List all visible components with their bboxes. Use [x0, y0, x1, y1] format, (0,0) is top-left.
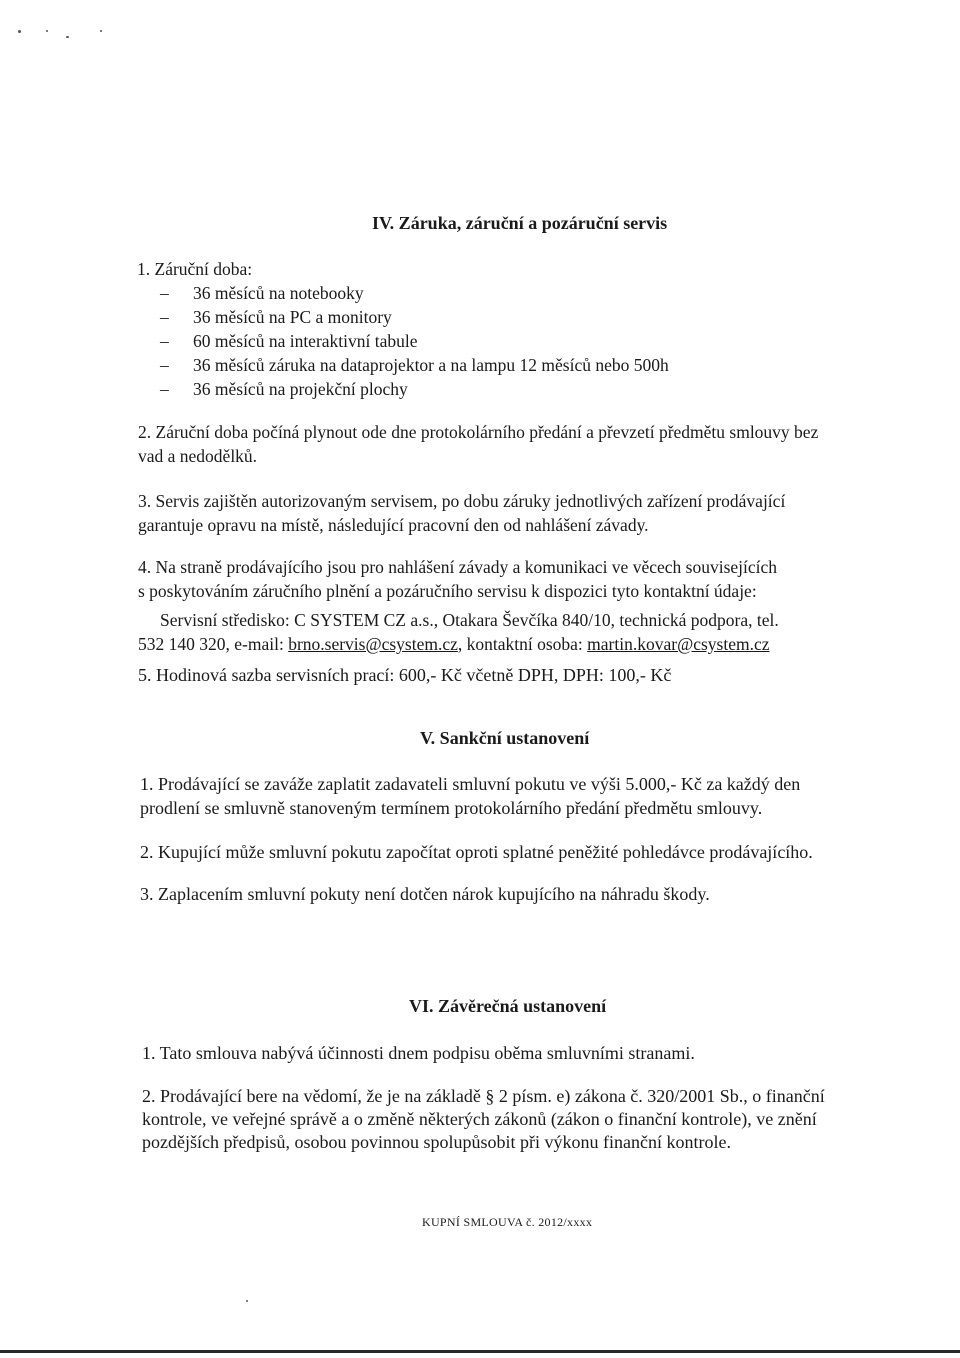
contact-line — [138, 632, 769, 656]
section-heading-final-provisions: VI. Závěrečná ustanovení — [409, 996, 607, 1016]
paragraph-line: 2. Kupující může smluvní pokutu započítat oproti splatné peněžité pohledávce prodávajícího. — [140, 842, 813, 862]
scan-speck — [246, 1300, 248, 1302]
paragraph-line: 1. Prodávající se zaváže zaplatit zadavateli smluvní pokutu ve výši 5.000,- Kč za každý den — [140, 774, 801, 794]
paragraph-line: 3. Zaplacením smluvní pokuty není dotčen nárok kupujícího na náhradu škody. — [140, 884, 710, 904]
list-item-dash: – — [160, 379, 169, 399]
paragraph-line: 3. Servis zajištěn autorizovaným servisem, po dobu záruky jednotlivých zařízení prodávající — [138, 491, 786, 511]
list-item-dash: – — [160, 283, 169, 303]
service-center-line: Servisní středisko: C SYSTEM CZ a.s., Otakara Ševčíka 840/10, technická podpora, tel. — [160, 610, 779, 630]
warranty-period-title: 1. Záruční doba: — [137, 259, 253, 279]
list-item: 36 měsíců na PC a monitory — [193, 307, 392, 327]
list-item-dash: – — [160, 307, 169, 327]
paragraph-line: s poskytováním záručního plnění a pozáručního servisu k dispozici tyto kontaktní údaje: — [138, 581, 757, 601]
paragraph-line: garantuje opravu na místě, následující pracovní den od nahlášení závady. — [138, 515, 649, 535]
list-item: 60 měsíců na interaktivní tabule — [193, 331, 418, 351]
scan-speck — [18, 30, 21, 33]
section-heading-warranty: IV. Záruka, záruční a pozáruční servis — [372, 213, 668, 233]
paragraph-line: prodlení se smluvně stanoveným termínem protokolárního předání předmětu smlouvy. — [140, 798, 763, 818]
scan-edge-line — [0, 1350, 960, 1353]
contact-email-link[interactable]: martin.kovar@csystem.cz — [587, 634, 770, 654]
paragraph-line: vad a nedodělků. — [138, 446, 258, 466]
hourly-rate-line: 5. Hodinová sazba servisních prací: 600,- Kč včetně DPH, DPH: 100,- Kč — [138, 665, 672, 685]
paragraph-line: 1. Tato smlouva nabývá účinnosti dnem podpisu oběma smluvními stranami. — [142, 1043, 695, 1063]
list-item: 36 měsíců záruka na dataprojektor a na lampu 12 měsíců nebo 500h — [193, 355, 669, 375]
paragraph-line: 4. Na straně prodávajícího jsou pro nahlášení závady a komunikaci ve věcech souvisejících — [138, 557, 778, 577]
paragraph-line: 2. Prodávající bere na vědomí, že je na základě § 2 písm. e) zákona č. 320/2001 Sb., o finanční — [142, 1086, 825, 1106]
service-email-link[interactable]: brno.servis@csystem.cz — [288, 634, 458, 654]
list-item: 36 měsíců na projekční plochy — [193, 379, 408, 399]
contact-person-label: , kontaktní osoba: — [457, 634, 588, 654]
paragraph-line: 2. Záruční doba počíná plynout ode dne protokolárního předání a převzetí předmětu smlouvy bez — [138, 422, 819, 442]
list-item-dash: – — [160, 331, 169, 351]
list-item: 36 měsíců na notebooky — [193, 283, 364, 303]
scan-speck — [66, 36, 69, 38]
paragraph-line: pozdějších předpisů, osobou povinnou spolupůsobit při výkonu finanční kontrole. — [142, 1132, 731, 1152]
scan-speck — [46, 30, 48, 32]
phone-label: 532 140 320, e-mail: — [138, 634, 289, 654]
section-heading-sanctions: V. Sankční ustanovení — [420, 728, 590, 748]
paragraph-line: kontrole, ve veřejné správě a o změně některých zákonů (zákon o finanční kontrole), ve znění — [142, 1109, 817, 1129]
list-item-dash: – — [160, 355, 169, 375]
document-footer: KUPNÍ SMLOUVA č. 2012/xxxx — [422, 1215, 593, 1229]
scan-speck — [100, 30, 102, 32]
